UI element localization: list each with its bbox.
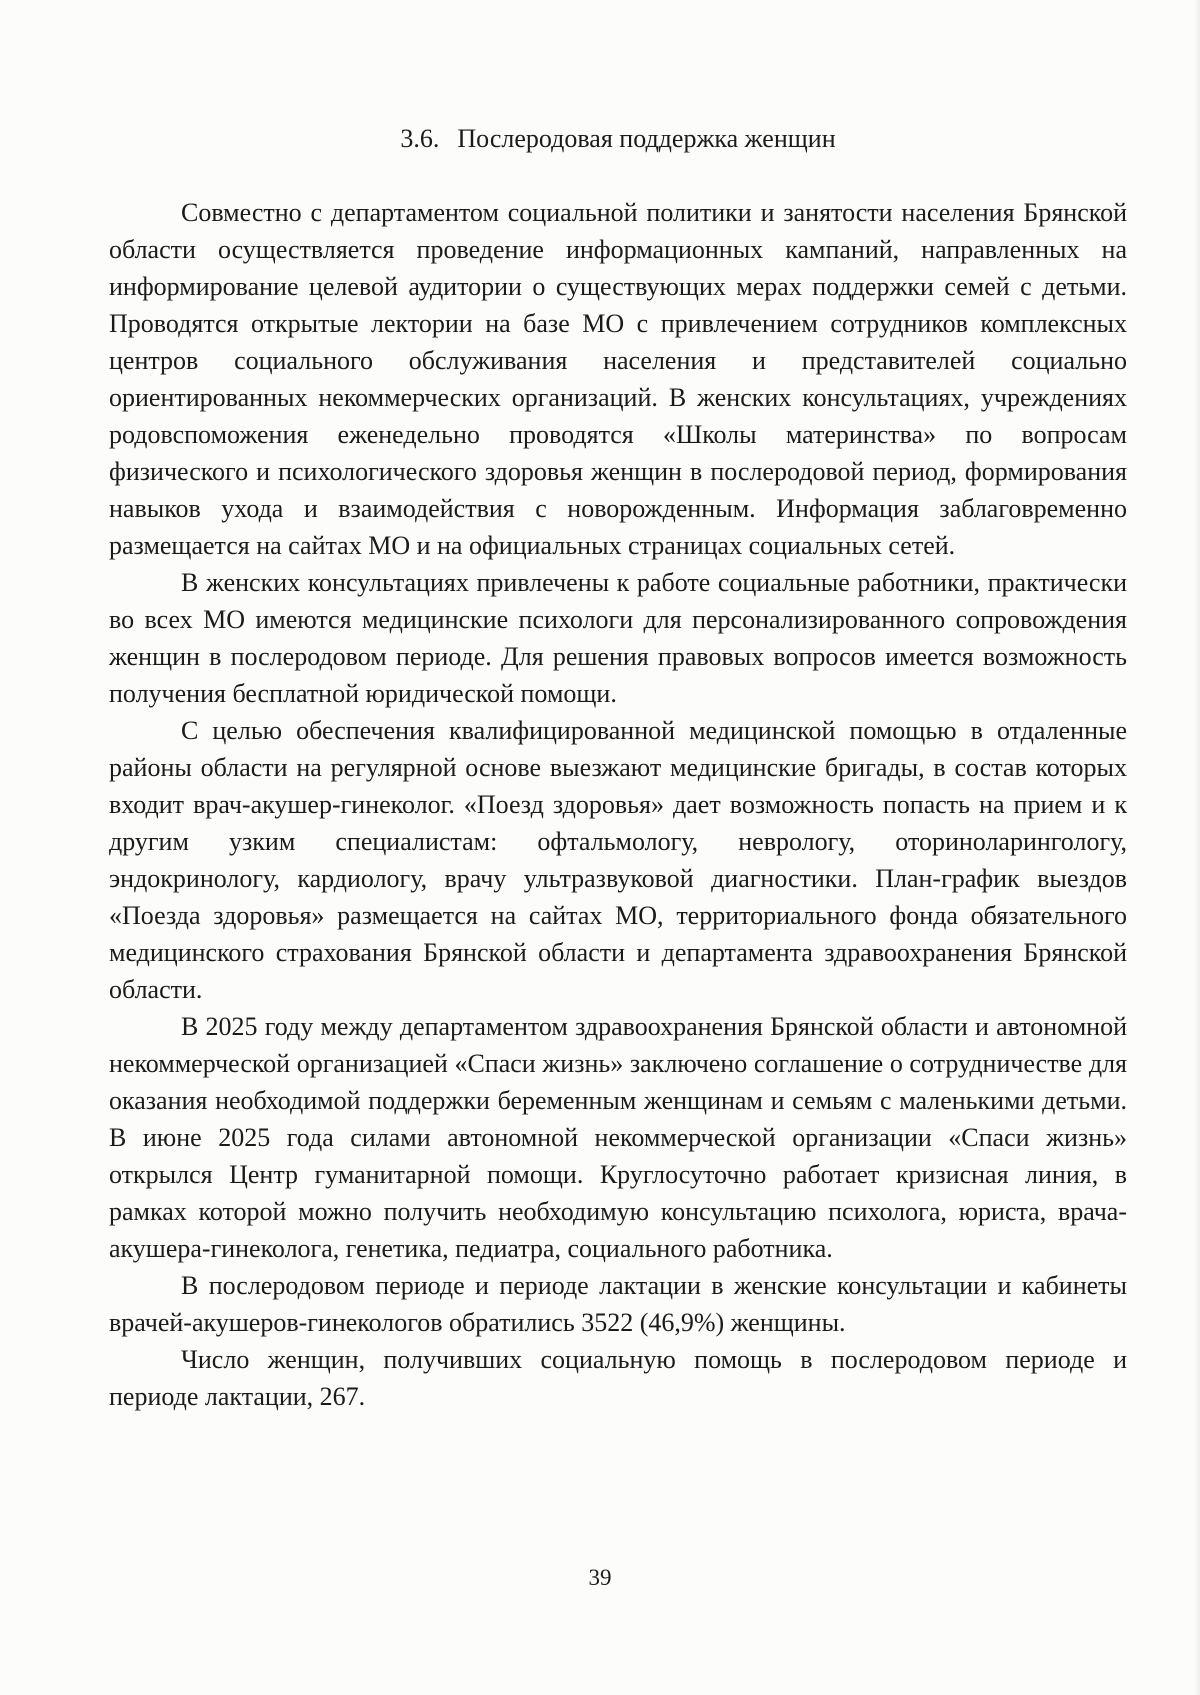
paragraph-medical-brigades: С целью обеспечения квалифицированной медицинской помощью в отдаленные районы области на регулярной основе выезжают медицинские бригады, в состав которых входит врач-акушер-гинеколог. «Поезд здоровья» дает возможность попасть на прием и к другим узким специалистам: офтальмологу, неврологу, оториноларингологу, эндокринологу, кардиологу, врачу ультразвуковой диагностики. План-график выездов «Поезда здоровья» размещается на сайтах МО, территориального фонда обязательного медицинского страхования Брянской области и департамента здравоохранения Брянской области. bbox=[109, 716, 1127, 1004]
page-number: 39 bbox=[588, 1565, 612, 1590]
paragraph-save-life-agreement: В 2025 году между департаментом здравоохранения Брянской области и автономной некоммерческой организацией «Спаси жизнь» заключено соглашение о сотрудничестве для оказания необходимой поддержки беременным женщинам и семьям с маленькими детьми. В июне 2025 года силами автономной некоммерческой организации «Спаси жизнь» открылся Центр гуманитарной помощи. Круглосуточно работает кризисная линия, в рамках которой можно получить необходимую консультацию психолога, юриста, врача-акушера-гинеколога, генетика, педиатра, социального работника. bbox=[109, 1012, 1127, 1263]
page-edge-shadow bbox=[1194, 0, 1200, 1695]
section-number: 3.6. bbox=[400, 124, 440, 153]
section-title: Послеродовая поддержка женщин bbox=[457, 124, 836, 153]
paragraph-social-assistance: Число женщин, получивших социальную помощь в послеродовом периоде и периоде лактации, 267. bbox=[109, 1345, 1127, 1411]
paragraph-social-workers: В женских консультациях привлечены к работе социальные работники, практически во всех МО имеются медицинские психологи для персонализированного сопровождения женщин в послеродовом периоде. Для решения правовых вопросов имеется возможность получения бесплатной юридической помощи. bbox=[109, 568, 1127, 708]
paragraph-consultation-visits: В послеродовом периоде и периоде лактации в женские консультации и кабинеты врачей-акушеров-гинекологов обратились 3522 (46,9%) женщины. bbox=[109, 1271, 1127, 1337]
page-content bbox=[109, 120, 1127, 1415]
section-heading bbox=[109, 120, 1127, 157]
paragraph-info-campaigns: Совместно с департаментом социальной политики и занятости населения Брянской области осуществляется проведение информационных кампаний, направленных на информирование целевой аудитории о существующих мерах поддержки семей с детьми. Проводятся открытые лектории на базе МО с привлечением сотрудников комплексных центров социального обслуживания населения и представителей социально ориентированных некоммерческих организаций. В женских консультациях, учреждениях родовспоможения еженедельно проводятся «Школы материнства» по вопросам физического и психологического здоровья женщин в послеродовой период, формирования навыков ухода и взаимодействия с новорожденным. Информация заблаговременно размещается на сайтах МО и на официальных страницах социальных сетей. bbox=[109, 198, 1127, 560]
